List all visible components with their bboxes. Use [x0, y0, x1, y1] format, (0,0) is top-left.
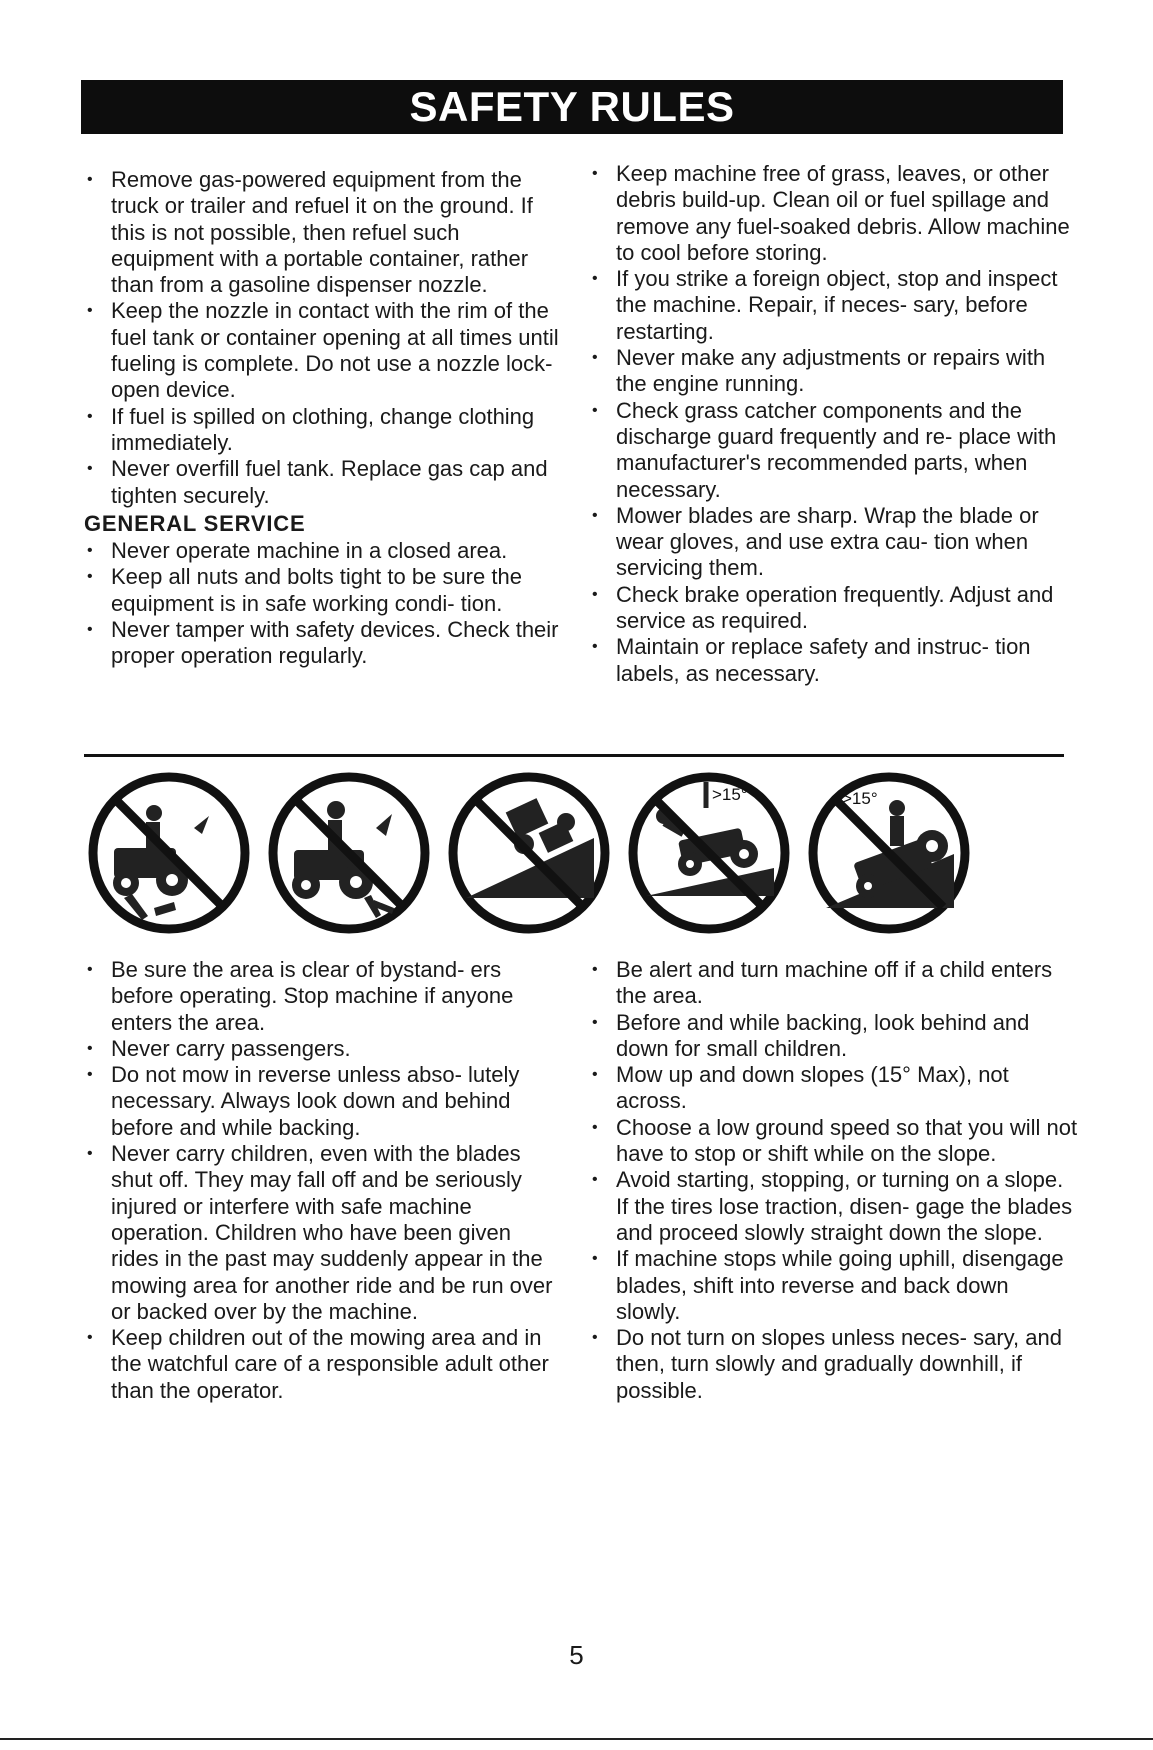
list-item: • Maintain or replace safety and instruc- tion labels, as necessary.: [589, 634, 1079, 687]
slope-label: >15°: [712, 785, 748, 804]
page-title: SAFETY RULES: [409, 83, 735, 130]
list-item: • Never overfill fuel tank. Replace gas cap and tighten securely.: [84, 456, 564, 509]
no-passengers-icon: [264, 768, 434, 938]
list-item: • Never make any adjustments or repairs with the engine running.: [589, 345, 1079, 398]
operation-rules-list: [84, 957, 564, 1404]
list-item: • If fuel is spilled on clothing, change clothing immediately.: [84, 404, 564, 457]
top-right-column: [589, 161, 1079, 687]
list-item: • Keep children out of the mowing area and in the watchful care of a responsible adult other than the operator.: [84, 1325, 564, 1404]
slope-label: >15°: [842, 789, 878, 808]
no-bystanders-icon: [84, 768, 254, 938]
list-item: • Choose a low ground speed so that you will not have to stop or shift while on the slope.: [589, 1115, 1079, 1168]
list-item: • Never carry children, even with the blades shut off. They may fall off and be seriously injured or interfere with safe machine operation. Children who have been given rides in the past may suddenly appear in the mowing area for another ride and be run over or backed over by the machine.: [84, 1141, 564, 1325]
no-side-slope-icon: [804, 768, 974, 938]
list-item: • Before and while backing, look behind and down for small children.: [589, 1010, 1079, 1063]
no-steep-slope-icon: [444, 768, 614, 938]
list-item: • If you strike a foreign object, stop and inspect the machine. Repair, if neces- sary, before restarting.: [589, 266, 1079, 345]
slope-rules-list: [589, 957, 1079, 1404]
section-heading: GENERAL SERVICE: [84, 510, 306, 536]
list-item: • Keep the nozzle in contact with the rim of the fuel tank or container opening at all times until fueling is complete. Do not use a nozzle lock-open device.: [84, 298, 564, 403]
list-item: • Do not turn on slopes unless neces- sary, and then, turn slowly and gradually downhill, if possible.: [589, 1325, 1079, 1404]
list-item: • Never carry passengers.: [84, 1036, 564, 1062]
list-item: • Be sure the area is clear of bystand- ers before operating. Stop machine if anyone enters the area.: [84, 957, 564, 1036]
list-item: • Mow up and down slopes (15° Max), not across.: [589, 1062, 1079, 1115]
bottom-left-column: [84, 957, 564, 1404]
list-item: • Check brake operation frequently. Adjust and service as required.: [589, 582, 1079, 635]
page-number: 5: [569, 1640, 584, 1670]
divider: [84, 754, 1064, 757]
list-item: • Avoid starting, stopping, or turning on a slope. If the tires lose traction, disen- gage the blades and proceed slowly straight down the slope.: [589, 1167, 1079, 1246]
list-item: • Never operate machine in a closed area.: [84, 538, 564, 564]
list-item: • Do not mow in reverse unless abso- lutely necessary. Always look down and behind before and while backing.: [84, 1062, 564, 1141]
list-item: • Check grass catcher components and the discharge guard frequently and re- place with manufacturer's recommended parts, when necessary.: [589, 398, 1079, 503]
list-item: • Remove gas-powered equipment from the truck or trailer and refuel it on the ground. If this is not possible, then refuel such equipment with a portable container, rather than from a gasoline dispenser nozzle.: [84, 167, 564, 298]
list-item: • Keep machine free of grass, leaves, or other debris build-up. Clean oil or fuel spillage and remove any fuel-soaked debris. Allow machine to cool before storing.: [589, 161, 1079, 266]
list-item: • If machine stops while going uphill, disengage blades, shift into reverse and back down slowly.: [589, 1246, 1079, 1325]
service-rules-list: [589, 161, 1079, 687]
top-left-column: [84, 167, 564, 670]
header-bar: [81, 80, 1063, 134]
bottom-right-column: [589, 957, 1079, 1404]
general-service-list: [84, 538, 564, 669]
fueling-rules-list: [84, 167, 564, 509]
list-item: • Keep all nuts and bolts tight to be sure the equipment is in safe working condi- tion.: [84, 564, 564, 617]
safety-icons-row: [84, 768, 1064, 948]
no-uphill-slope-icon: [624, 768, 794, 938]
list-item: • Mower blades are sharp. Wrap the blade or wear gloves, and use extra cau- tion when servicing them.: [589, 503, 1079, 582]
list-item: • Be alert and turn machine off if a child enters the area.: [589, 957, 1079, 1010]
list-item: • Never tamper with safety devices. Check their proper operation regularly.: [84, 617, 564, 670]
bottom-border: [0, 1738, 1153, 1740]
